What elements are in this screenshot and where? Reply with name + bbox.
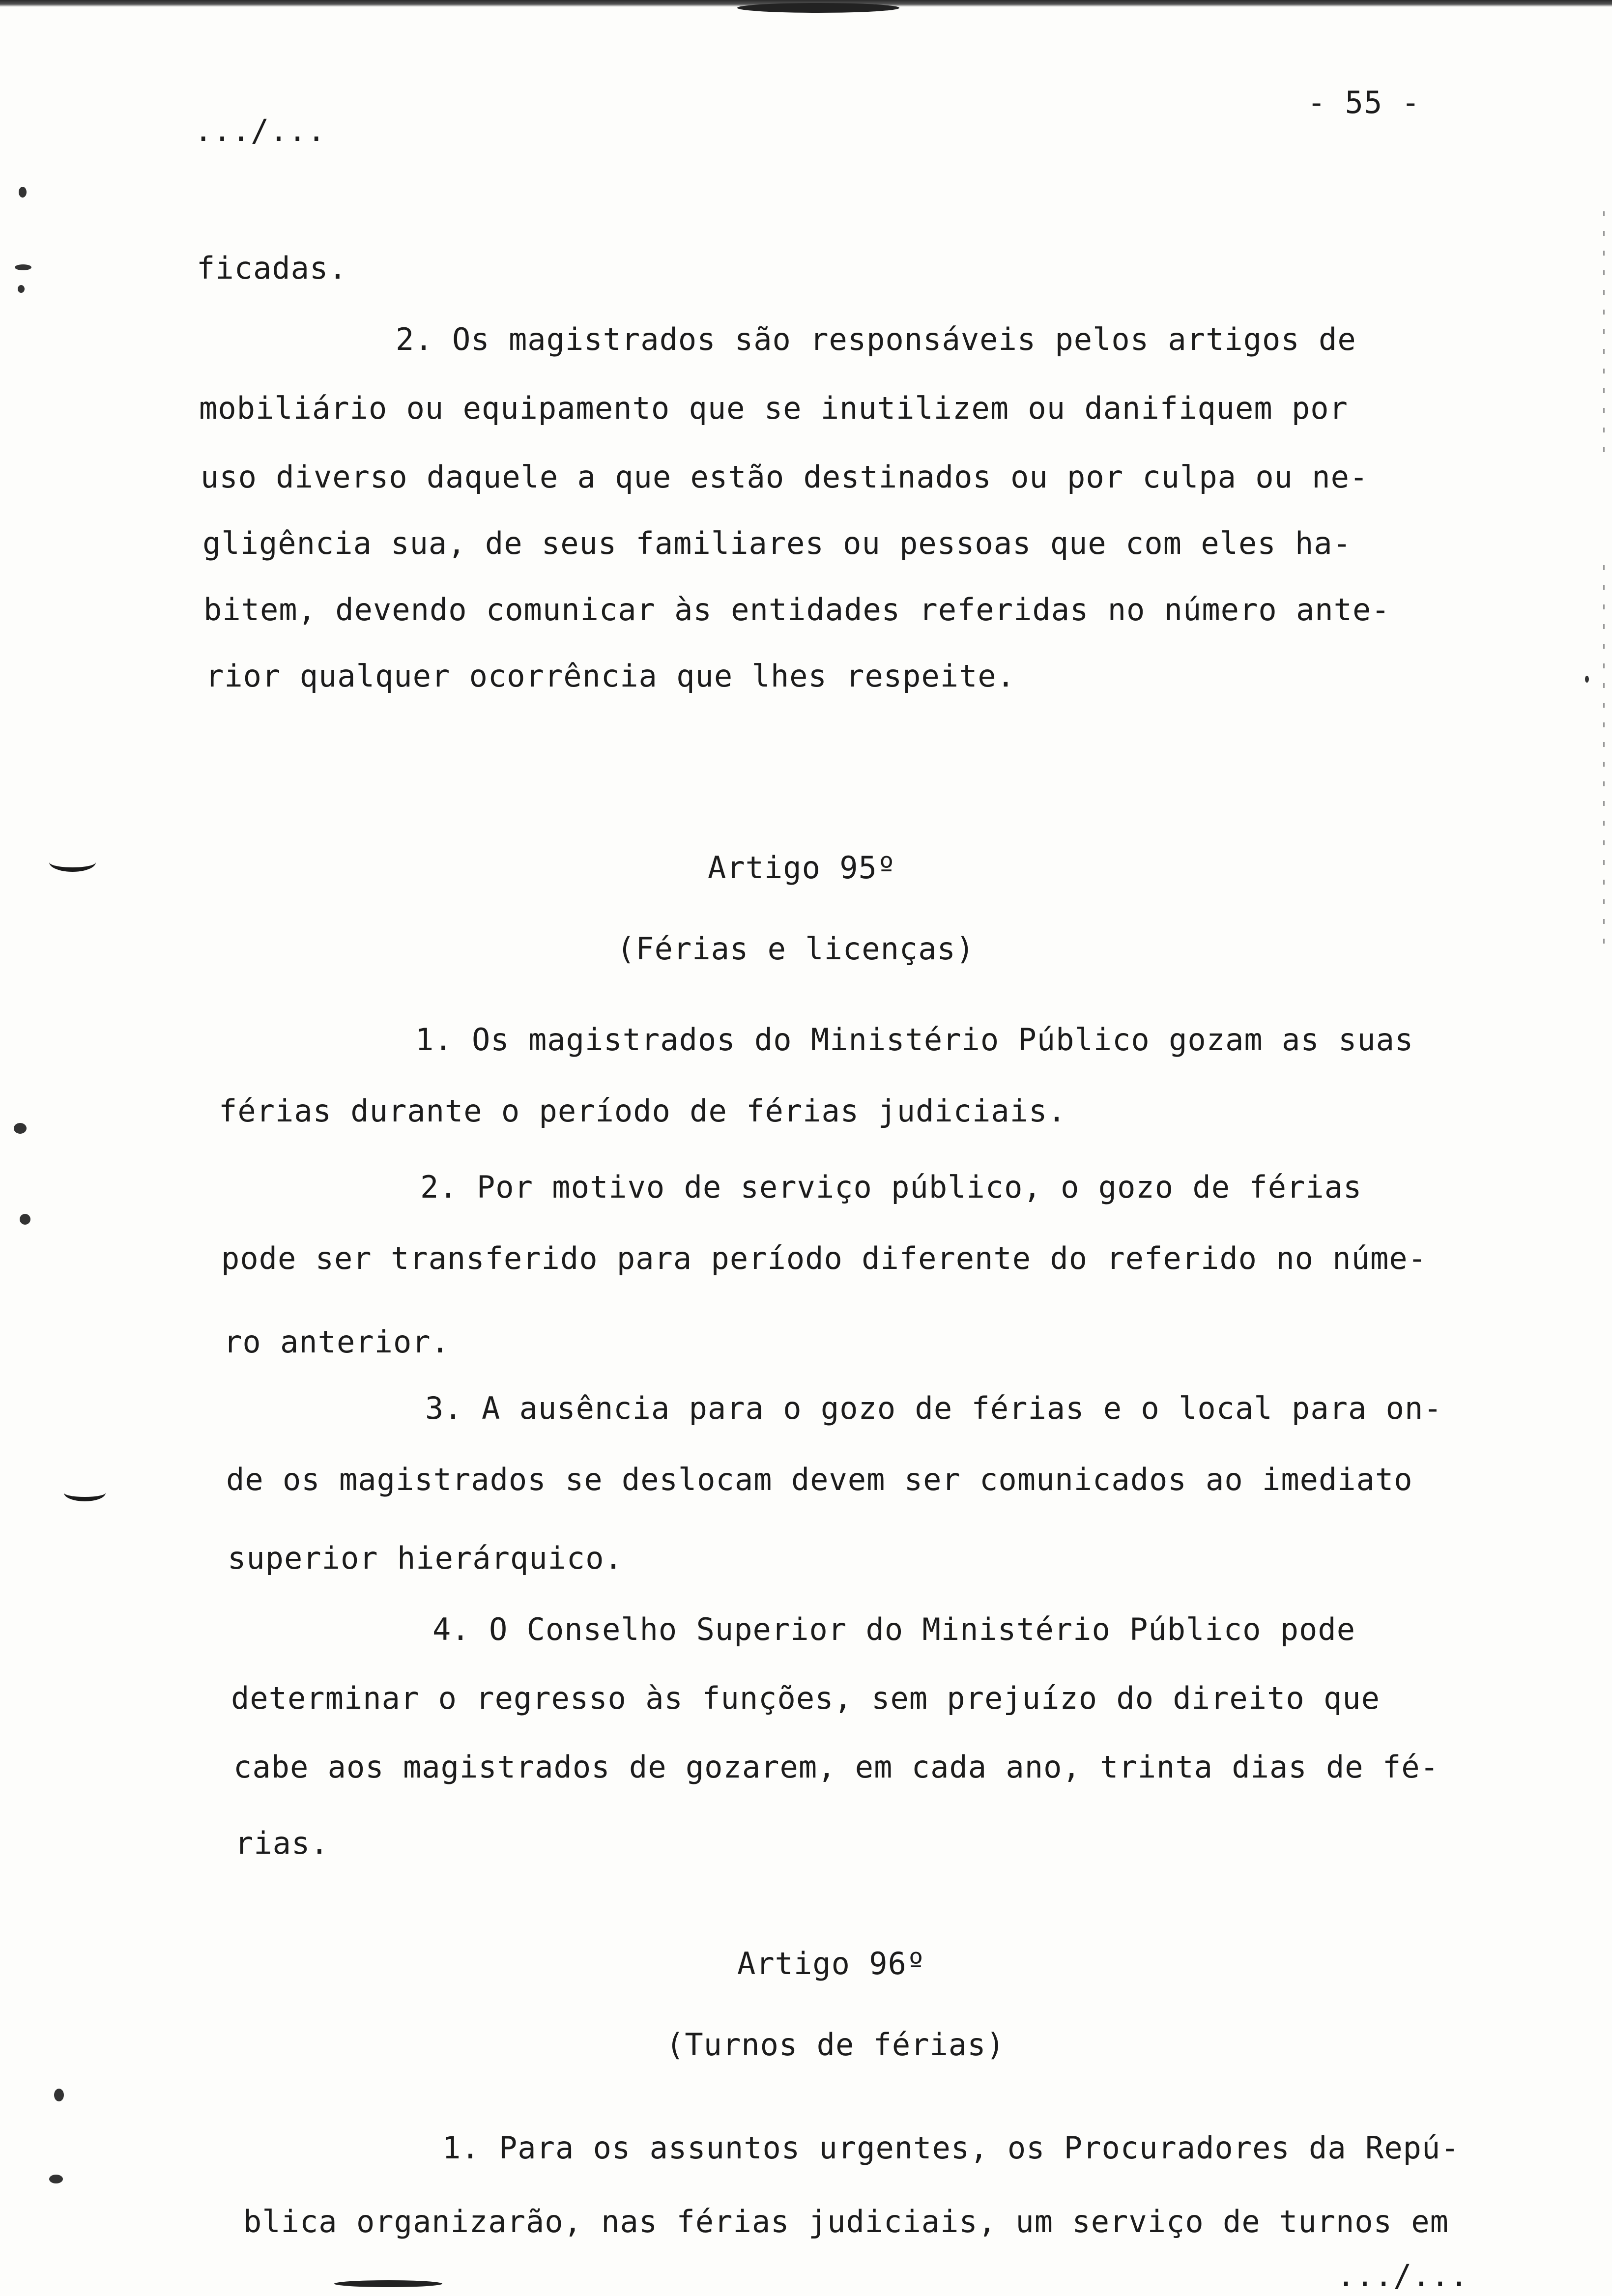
scan-top-edge-mark bbox=[737, 3, 899, 13]
margin-mark bbox=[64, 1484, 106, 1501]
continuation-marker-bottom: .../... bbox=[1337, 2258, 1469, 2294]
page-number: - 55 - bbox=[1307, 85, 1420, 120]
article-title: Artigo 95º bbox=[708, 850, 896, 886]
body-line: cabe aos magistrados de gozarem, em cada ano, trinta dias de fé- bbox=[233, 1749, 1439, 1785]
body-line: ficadas. bbox=[197, 250, 347, 286]
body-line: gligência sua, de seus familiares ou pessoas que com eles ha- bbox=[202, 525, 1352, 561]
continuation-marker-top: .../... bbox=[194, 113, 326, 148]
scan-speck bbox=[54, 2089, 64, 2101]
scan-speck bbox=[1585, 676, 1589, 683]
body-line: mobiliário ou equipamento que se inutilizem ou danifiquem por bbox=[199, 390, 1348, 426]
article-title: Artigo 96º bbox=[737, 1946, 926, 1981]
scan-speck bbox=[14, 1123, 27, 1134]
body-line: uso diverso daquele a que estão destinados ou por culpa ou ne- bbox=[201, 459, 1369, 495]
body-line: rior qualquer ocorrência que lhes respeite. bbox=[205, 658, 1016, 694]
scan-speck bbox=[18, 285, 25, 293]
paragraph-start: 4. O Conselho Superior do Ministério Público pode bbox=[432, 1611, 1356, 1647]
body-line: ro anterior. bbox=[224, 1324, 450, 1360]
paragraph-start: 3. A ausência para o gozo de férias e o local para on- bbox=[425, 1390, 1442, 1426]
body-line: pode ser transferido para período diferente do referido no núme- bbox=[221, 1240, 1427, 1276]
paragraph-start: 1. Os magistrados do Ministério Público gozam as suas bbox=[415, 1022, 1414, 1058]
scan-speck bbox=[20, 1214, 30, 1225]
body-line: de os magistrados se deslocam devem ser comunicados ao imediato bbox=[226, 1462, 1413, 1497]
scan-speck bbox=[49, 2175, 63, 2183]
body-line: férias durante o período de férias judiciais. bbox=[219, 1093, 1066, 1129]
body-line: rias. bbox=[235, 1825, 329, 1861]
scan-speck bbox=[19, 187, 27, 198]
margin-mark bbox=[49, 853, 96, 872]
body-line: bitem, devendo comunicar às entidades referidas no número ante- bbox=[203, 592, 1390, 628]
body-line: blica organizarão, nas férias judiciais, um serviço de turnos em bbox=[243, 2204, 1449, 2239]
paragraph-start: 1. Para os assuntos urgentes, os Procuradores da Repú- bbox=[442, 2130, 1460, 2166]
article-subtitle: (Férias e licenças) bbox=[617, 931, 975, 967]
body-line: superior hierárquico. bbox=[228, 1540, 623, 1576]
paragraph-start: 2. Por motivo de serviço público, o gozo de férias bbox=[420, 1169, 1362, 1205]
scan-side-edge bbox=[1603, 211, 1605, 467]
scan-speck bbox=[15, 264, 31, 270]
body-line: determinar o regresso às funções, sem prejuízo do direito que bbox=[231, 1680, 1380, 1716]
paragraph-start: 2. Os magistrados são responsáveis pelos artigos de bbox=[396, 321, 1356, 357]
article-subtitle: (Turnos de férias) bbox=[666, 2027, 1005, 2063]
scan-side-edge bbox=[1603, 565, 1605, 958]
scan-smudge bbox=[334, 2280, 442, 2287]
